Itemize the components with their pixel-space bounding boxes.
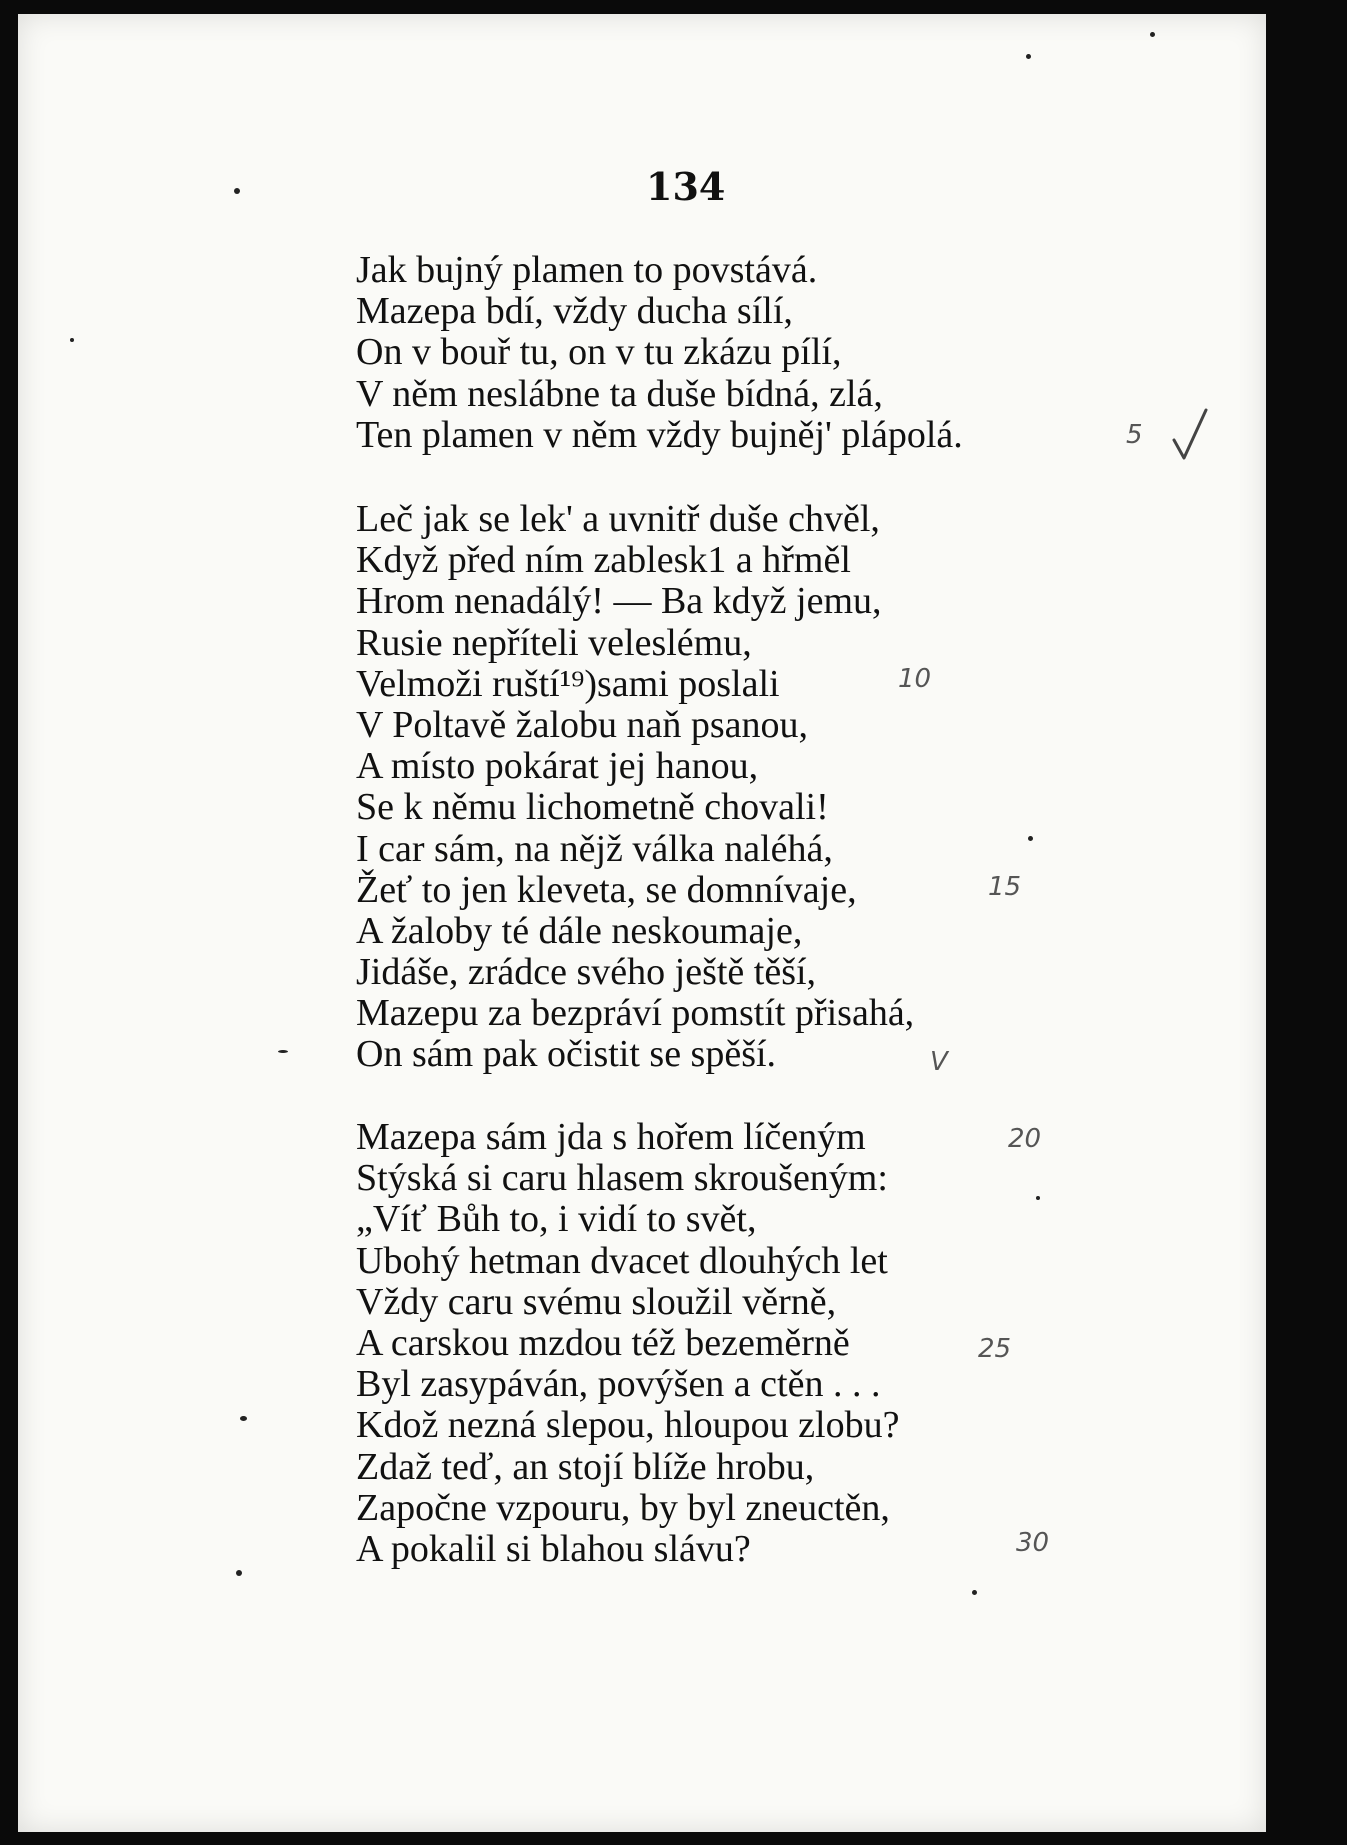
margin-note-30: 30: [1016, 1528, 1050, 1558]
verse-line: A pokalil si blahou slávu?: [356, 1527, 751, 1570]
stanza-1: [356, 250, 963, 456]
verse-line: V Poltavě žalobu naň psanou,: [356, 703, 809, 746]
verse-line: On sám pak očistit se spěší.: [356, 1033, 777, 1076]
verse-line: Se k němu lichometně chovali!: [356, 786, 829, 829]
verse-line: Jidáše, zrádce svého ještě těší,: [356, 951, 817, 994]
verse-line: Velmoži ruští¹⁹)sami poslali: [356, 662, 780, 705]
stanza-2: [356, 499, 914, 1076]
verse-line: A místo pokárat jej hanou,: [356, 745, 759, 788]
scan-speck: [1026, 54, 1031, 59]
book-page: [18, 14, 1266, 1832]
verse-line: Rusie nepříteli veleslému,: [356, 621, 752, 664]
scan-speck: [236, 1570, 242, 1576]
verse-line: Ten plamen v něm vždy bujněj' plápolá.: [356, 413, 963, 456]
verse-line: Mazepa bdí, vždy ducha sílí,: [356, 290, 793, 333]
margin-note-v: V: [930, 1047, 948, 1077]
verse-line: Ubohý hetman dvacet dlouhých let: [356, 1239, 888, 1282]
checkmark-icon: [1170, 406, 1210, 466]
scan-speck: [972, 1590, 977, 1595]
verse-line: Když před ním zablesk1 a hřměl: [356, 539, 851, 582]
verse-line: Vždy caru svému sloužil věrně,: [356, 1280, 837, 1323]
page-number: 134: [646, 164, 726, 209]
scan-speck: [234, 188, 240, 194]
verse-line: On v bouř tu, on v tu zkázu pílí,: [356, 331, 842, 374]
margin-note-20: 20: [1008, 1124, 1042, 1154]
scan-speck: [1150, 32, 1155, 37]
verse-line: Stýská si caru hlasem skroušeným:: [356, 1157, 888, 1200]
margin-note-25: 25: [978, 1334, 1012, 1364]
verse-line: Žeť to jen kleveta, se domnívaje,: [356, 868, 857, 911]
verse-line: Hrom nenadálý! — Ba když jemu,: [356, 580, 882, 623]
scan-speck: [70, 338, 74, 342]
scan-speck: [278, 1050, 288, 1053]
verse-line: A žaloby té dále neskoumaje,: [356, 909, 803, 952]
verse-line: Započne vzpouru, by byl zneuctěn,: [356, 1486, 890, 1529]
verse-line: Mazepa sám jda s hořem líčeným: [356, 1116, 866, 1158]
verse-line: Byl zasypáván, povýšen a ctěn . . .: [356, 1363, 881, 1406]
scan-speck: [240, 1416, 247, 1421]
margin-note-15: 15: [988, 872, 1022, 902]
verse-line: Kdož nezná slepou, hloupou zlobu?: [356, 1404, 900, 1447]
stanza-3: [356, 1117, 899, 1570]
verse-line: Zdaž teď, an stojí blíže hrobu,: [356, 1445, 815, 1488]
margin-note-10: 10: [898, 664, 932, 694]
verse-line: Leč jak se lek' a uvnitř duše chvěl,: [356, 498, 880, 540]
verse-line: I car sám, na nějž válka naléhá,: [356, 827, 833, 870]
verse-line: Mazepu za bezpráví pomstít přisahá,: [356, 992, 915, 1035]
verse-line: „Víť Bůh to, i vidí to svět,: [356, 1198, 757, 1241]
verse-line: Jak bujný plamen to povstává.: [356, 249, 818, 291]
scan-speck: [1036, 1196, 1040, 1200]
margin-note-5: 5: [1126, 420, 1143, 450]
scan-speck: [1028, 836, 1033, 841]
verse-line: A carskou mzdou též bezeměrně: [356, 1321, 850, 1364]
verse-line: V něm neslábne ta duše bídná, zlá,: [356, 372, 883, 415]
